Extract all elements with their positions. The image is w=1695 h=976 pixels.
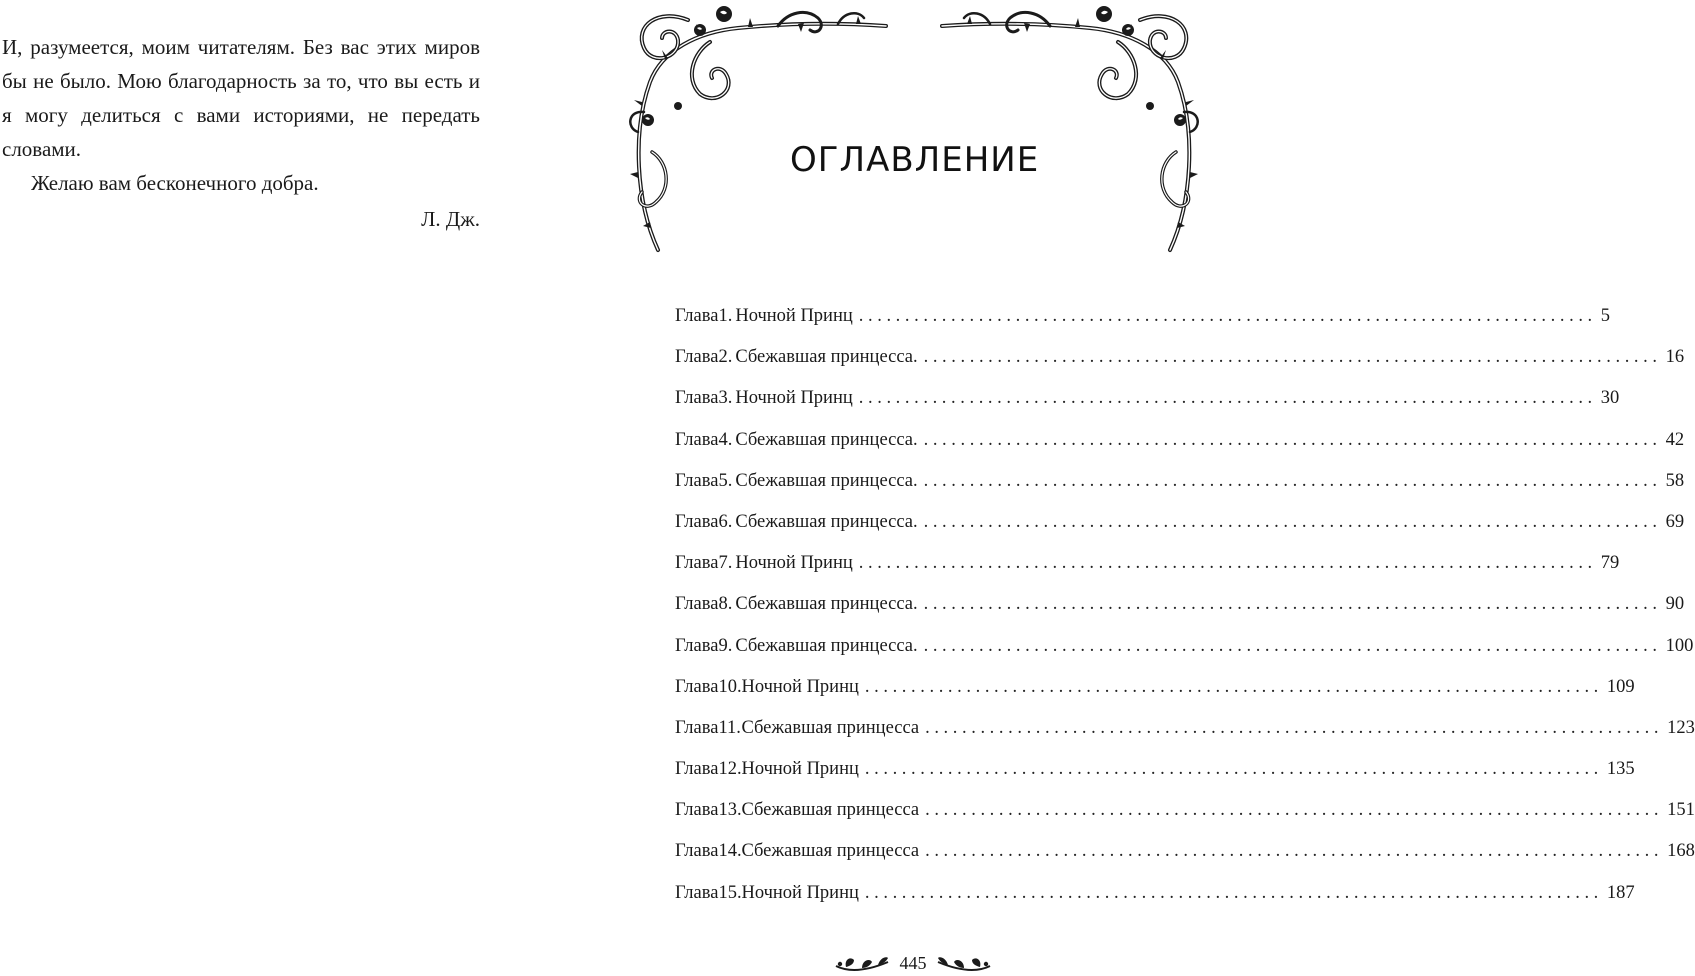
toc-entry[interactable] — [675, 306, 1611, 347]
acknowledgements-text — [2, 30, 480, 236]
toc-page-number: 5 — [1600, 306, 1611, 326]
toc-chapter-number: 5. — [718, 470, 733, 491]
toc-entry[interactable] — [675, 759, 1635, 800]
toc-page-number: 151 — [1667, 800, 1695, 821]
closing-wish: Желаю вам бесконечного добра. — [31, 171, 319, 195]
toc-dot-leader: ................................................................................ — [923, 511, 1662, 532]
toc-chapter-title: Сбежавшая принцесса — [741, 717, 920, 738]
toc-dot-leader: ................................................................................ — [923, 347, 1662, 368]
toc-entry[interactable] — [675, 470, 1685, 512]
toc-chapter-number: 6. — [718, 511, 733, 532]
toc-entry[interactable] — [675, 882, 1635, 924]
page-folio — [834, 952, 992, 974]
toc-dot-leader: ................................................................................ — [925, 717, 1664, 738]
toc-page-number: 69 — [1665, 511, 1685, 532]
page-title: ОГЛАВЛЕНИЕ — [790, 140, 1040, 180]
toc-chapter-title: Ночной Принц — [741, 676, 859, 697]
toc-chapter-label: Глава — [675, 882, 719, 903]
toc-chapter-title: Сбежавшая принцесса. — [735, 511, 918, 532]
rose-thorn-ornament-icon — [938, 2, 1200, 252]
toc-dot-leader: ................................................................................ — [858, 388, 1597, 409]
toc-chapter-number: 11. — [718, 717, 741, 738]
toc-entry[interactable] — [675, 594, 1685, 635]
toc-chapter-label: Глава — [675, 553, 719, 574]
toc-chapter-number: 2. — [718, 347, 733, 368]
author-signature: Л. Дж. — [421, 207, 480, 231]
leaf-flourish-icon — [934, 952, 992, 974]
toc-chapter-number: 4. — [718, 429, 733, 450]
toc-dot-leader: ................................................................................ — [864, 676, 1603, 697]
toc-dot-leader: ................................................................................ — [925, 800, 1664, 821]
toc-dot-leader: ................................................................................ — [925, 841, 1664, 862]
toc-dot-leader: ................................................................................ — [864, 882, 1603, 903]
toc-entry[interactable] — [675, 347, 1685, 388]
page-number: 445 — [899, 953, 927, 973]
toc-chapter-title: Сбежавшая принцесса — [741, 800, 920, 821]
toc-chapter-label: Глава — [675, 347, 719, 368]
toc-entry[interactable] — [675, 635, 1694, 677]
toc-chapter-label: Глава — [675, 717, 719, 738]
toc-page-number: 58 — [1665, 470, 1685, 491]
toc-chapter-label: Глава — [675, 470, 719, 491]
toc-entry[interactable] — [675, 800, 1695, 841]
toc-chapter-title: Сбежавшая принцесса. — [735, 635, 918, 656]
toc-chapter-number: 8. — [718, 594, 733, 615]
toc-page-number: 100 — [1665, 635, 1694, 656]
left-page — [0, 0, 600, 976]
toc-page-number: 90 — [1665, 594, 1685, 615]
toc-page-number: 30 — [1600, 388, 1620, 409]
toc-page-number: 42 — [1665, 429, 1685, 450]
toc-page-number: 79 — [1600, 553, 1620, 574]
toc-chapter-number: 7. — [718, 553, 733, 574]
toc-chapter-label: Глава — [675, 388, 719, 409]
toc-page-number: 187 — [1606, 882, 1635, 903]
toc-chapter-number: 15. — [718, 882, 742, 903]
leaf-flourish-icon — [834, 952, 892, 974]
toc-entry[interactable] — [675, 388, 1620, 429]
toc-chapter-title: Ночной Принц — [735, 388, 853, 409]
toc-chapter-number: 14. — [718, 841, 742, 862]
rose-thorn-ornament-icon — [628, 2, 890, 252]
toc-dot-leader: ................................................................................ — [858, 553, 1597, 574]
toc-chapter-number: 12. — [718, 759, 742, 780]
toc-dot-leader: ................................................................................ — [864, 759, 1603, 780]
toc-chapter-label: Глава — [675, 429, 719, 450]
toc-entry[interactable] — [675, 429, 1685, 471]
toc-chapter-title: Сбежавшая принцесса. — [735, 594, 918, 615]
toc-page-number: 109 — [1606, 676, 1635, 697]
toc-entry[interactable] — [675, 511, 1685, 553]
toc-chapter-label: Глава — [675, 511, 719, 532]
toc-entry[interactable] — [675, 676, 1635, 718]
toc-chapter-label: Глава — [675, 635, 719, 656]
toc-chapter-number: 3. — [718, 388, 733, 409]
toc-chapter-label: Глава — [675, 306, 719, 326]
table-of-contents — [675, 306, 1695, 924]
toc-chapter-label: Глава — [675, 759, 719, 780]
toc-chapter-label: Глава — [675, 594, 719, 615]
toc-chapter-title: Ночной Принц — [735, 553, 853, 574]
toc-dot-leader: ................................................................................ — [923, 470, 1662, 491]
toc-dot-leader: ................................................................................ — [923, 635, 1662, 656]
toc-entry[interactable] — [675, 841, 1695, 882]
acknowledgements-paragraph: И, разумеется, моим читателям. Без вас этих миров бы не было. Мою благодарность за то, что вы есть и я могу делиться с вами историями, не передать словами. — [2, 35, 480, 161]
toc-chapter-number: 9. — [718, 635, 733, 656]
toc-chapter-title: Сбежавшая принцесса. — [735, 470, 918, 491]
toc-dot-leader: ................................................................................ — [858, 306, 1597, 326]
toc-chapter-label: Глава — [675, 800, 719, 821]
toc-chapter-number: 10. — [718, 676, 742, 697]
toc-chapter-title: Сбежавшая принцесса. — [735, 429, 918, 450]
toc-page-number: 123 — [1667, 717, 1695, 738]
toc-chapter-number: 1. — [718, 306, 733, 326]
toc-entry[interactable] — [675, 717, 1695, 759]
toc-chapter-title: Ночной Принц — [741, 882, 859, 903]
toc-dot-leader: ................................................................................ — [923, 429, 1662, 450]
toc-chapter-label: Глава — [675, 676, 719, 697]
toc-entry[interactable] — [675, 553, 1620, 594]
toc-chapter-label: Глава — [675, 841, 719, 862]
toc-chapter-title: Ночной Принц — [741, 759, 859, 780]
toc-chapter-title: Сбежавшая принцесса. — [735, 347, 918, 368]
toc-chapter-title: Ночной Принц — [735, 306, 853, 326]
toc-chapter-title: Сбежавшая принцесса — [741, 841, 920, 862]
toc-chapter-number: 13. — [718, 800, 742, 821]
toc-page-number: 16 — [1665, 347, 1685, 368]
toc-page-number: 135 — [1606, 759, 1635, 780]
toc-page-number: 168 — [1667, 841, 1695, 862]
toc-dot-leader: ................................................................................ — [923, 594, 1662, 615]
